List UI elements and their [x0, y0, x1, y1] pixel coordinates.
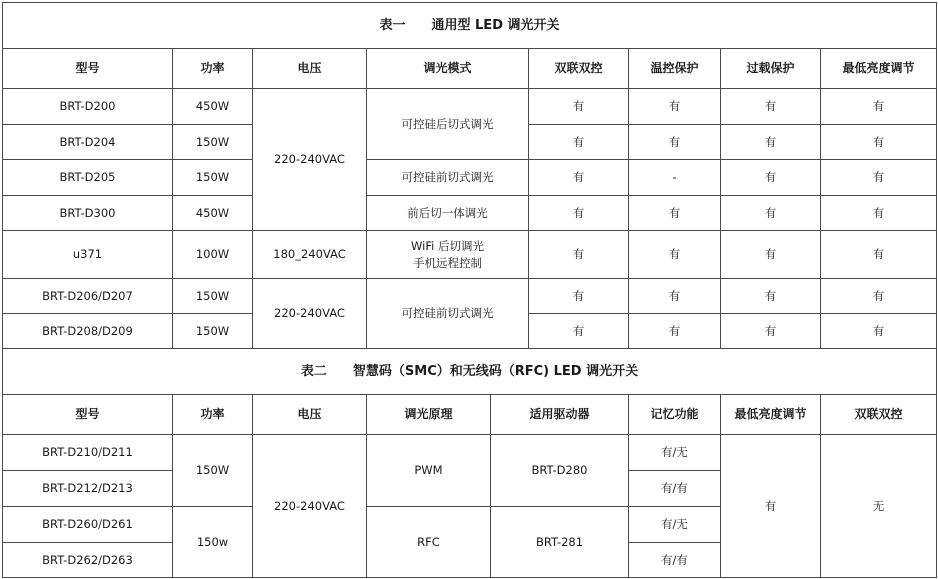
memory-cell: 有/有	[629, 543, 721, 578]
dual-cell: 有	[529, 314, 629, 349]
power-cell: 450W	[173, 196, 253, 231]
model-cell: BRT-D260/D261	[3, 507, 173, 543]
table1-title	[3, 3, 937, 49]
voltage-cell: 220-240VAC	[253, 89, 367, 231]
t2-header-min-brightness: 最低亮度调节	[721, 395, 821, 435]
overload-cell: 有	[721, 196, 821, 231]
table2-title-main: 智慧码（SMC）和无线码（RFC) LED 调光开关	[352, 364, 639, 379]
dual-cell: 无	[821, 435, 937, 578]
table2-header-row	[3, 395, 937, 435]
mode-cell: 可控硅前切式调光	[367, 160, 529, 196]
power-cell: 150W	[173, 125, 253, 160]
power-cell: 450W	[173, 89, 253, 125]
min-brightness-cell: 有	[721, 435, 821, 578]
mode-line-wifi: WiFi 后切调光	[411, 238, 484, 253]
dual-cell: 有	[529, 125, 629, 160]
power-cell: 100W	[173, 231, 253, 279]
table-row	[3, 89, 937, 125]
model-cell: BRT-D212/D213	[3, 471, 173, 507]
dual-cell: 有	[529, 89, 629, 125]
power-cell: 150W	[173, 160, 253, 196]
dual-cell: 有	[529, 160, 629, 196]
t1-header-voltage: 电压	[253, 49, 367, 89]
spec-table	[2, 2, 937, 578]
table1-title-prefix: 表一	[379, 18, 406, 33]
table2-title-prefix: 表二	[300, 364, 327, 379]
power-cell: 150W	[173, 314, 253, 349]
model-cell: BRT-D205	[3, 160, 173, 196]
min-brightness-cell: 有	[821, 314, 937, 349]
model-cell: u371	[3, 231, 173, 279]
t1-header-mode: 调光模式	[367, 49, 529, 89]
overload-cell: 有	[721, 314, 821, 349]
mode-cell: 可控硅后切式调光	[367, 89, 529, 160]
table-row	[3, 160, 937, 196]
driver-cell: BRT-D280	[491, 435, 629, 507]
temp-cell: 有	[629, 89, 721, 125]
dual-cell: 有	[529, 196, 629, 231]
temp-cell: 有	[629, 279, 721, 314]
memory-cell: 有/无	[629, 507, 721, 543]
min-brightness-cell: 有	[821, 125, 937, 160]
t2-header-driver: 适用驱动器	[491, 395, 629, 435]
memory-cell: 有/无	[629, 435, 721, 471]
memory-cell: 有/有	[629, 471, 721, 507]
table-row	[3, 435, 937, 471]
min-brightness-cell: 有	[821, 160, 937, 196]
t2-header-memory: 记忆功能	[629, 395, 721, 435]
overload-cell: 有	[721, 160, 821, 196]
overload-cell: 有	[721, 125, 821, 160]
model-cell: BRT-D206/D207	[3, 279, 173, 314]
model-cell: BRT-D300	[3, 196, 173, 231]
table-row	[3, 196, 937, 231]
t2-header-dual: 双联双控	[821, 395, 937, 435]
dual-cell: 有	[529, 279, 629, 314]
model-cell: BRT-D200	[3, 89, 173, 125]
min-brightness-cell: 有	[821, 279, 937, 314]
min-brightness-cell: 有	[821, 89, 937, 125]
t2-header-model: 型号	[3, 395, 173, 435]
table-row	[3, 231, 937, 279]
driver-cell: BRT-281	[491, 507, 629, 578]
power-cell: 150W	[173, 435, 253, 507]
model-cell: BRT-D262/D263	[3, 543, 173, 578]
table-row	[3, 279, 937, 314]
voltage-cell: 220-240VAC	[253, 279, 367, 349]
overload-cell: 有	[721, 231, 821, 279]
dual-cell: 有	[529, 231, 629, 279]
mode-line-remote: 手机远程控制	[413, 255, 482, 270]
overload-cell: 有	[721, 89, 821, 125]
voltage-cell: 180_240VAC	[253, 231, 367, 279]
principle-cell: PWM	[367, 435, 491, 507]
table1-title-main: 通用型 LED 调光开关	[431, 18, 560, 33]
mode-cell: 可控硅前切式调光	[367, 279, 529, 349]
t1-header-power: 功率	[173, 49, 253, 89]
temp-cell: -	[629, 160, 721, 196]
min-brightness-cell: 有	[821, 196, 937, 231]
power-cell: 150w	[173, 507, 253, 578]
mode-cell	[367, 231, 529, 279]
model-cell: BRT-D208/D209	[3, 314, 173, 349]
temp-cell: 有	[629, 231, 721, 279]
t1-header-dual: 双联双控	[529, 49, 629, 89]
t2-header-principle: 调光原理	[367, 395, 491, 435]
temp-cell: 有	[629, 196, 721, 231]
power-cell: 150W	[173, 279, 253, 314]
t1-header-temp: 温控保护	[629, 49, 721, 89]
principle-cell: RFC	[367, 507, 491, 578]
t2-header-voltage: 电压	[253, 395, 367, 435]
t2-header-power: 功率	[173, 395, 253, 435]
model-cell: BRT-D204	[3, 125, 173, 160]
overload-cell: 有	[721, 279, 821, 314]
table2-title	[3, 349, 937, 395]
temp-cell: 有	[629, 314, 721, 349]
mode-cell: 前后切一体调光	[367, 196, 529, 231]
t1-header-min-brightness: 最低亮度调节	[821, 49, 937, 89]
voltage-cell: 220-240VAC	[253, 435, 367, 578]
t1-header-model: 型号	[3, 49, 173, 89]
model-cell: BRT-D210/D211	[3, 435, 173, 471]
min-brightness-cell: 有	[821, 231, 937, 279]
table1-header-row	[3, 49, 937, 89]
t1-header-overload: 过载保护	[721, 49, 821, 89]
temp-cell: 有	[629, 125, 721, 160]
